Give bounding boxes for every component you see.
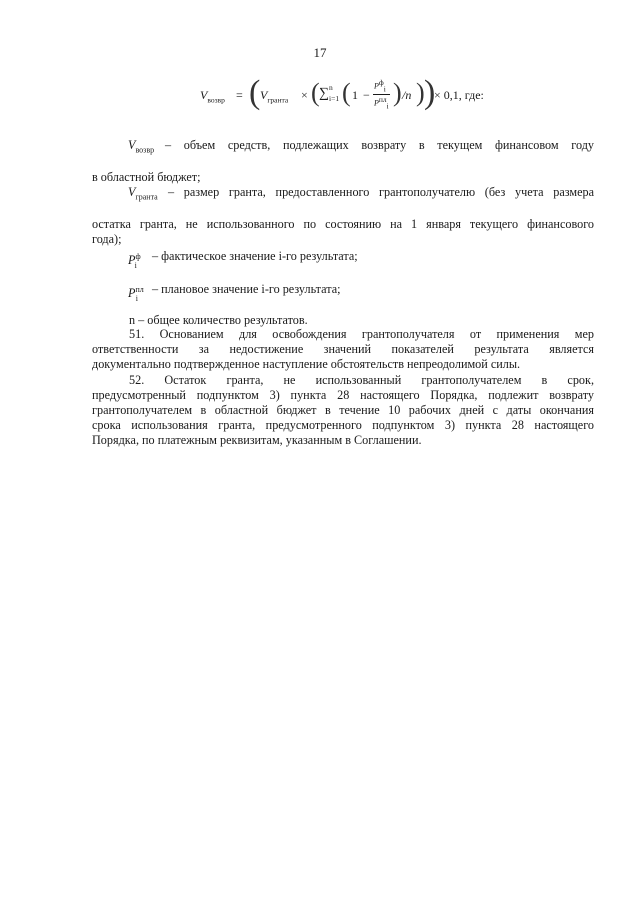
formula-close-paren-mid: ) [416,78,425,107]
formula-p-plan [374,95,389,110]
def-v-grant-line3: года); [92,232,122,246]
def-p-plan-letter: P [128,286,136,301]
def-p-plan-text: – плановое значение i-го результата; [152,282,341,296]
formula-sum: ∑ [319,86,329,101]
formula-sum-lower: i=1 [329,94,340,103]
formula-open-paren-inner: ( [342,78,351,107]
def-v-grant-line2: остатка гранта, не использованного по состоянию на 1 января текущего финансового [92,217,594,231]
formula-p-plan-sub: i [386,101,389,111]
paragraph-51-line2: ответственности за недостижение значений показателей результата является [92,342,594,356]
formula-p-fact-sub: i [383,84,386,94]
formula-lhs-sub: возвр [207,95,225,105]
paragraph-52-line5: Порядка, по платежным реквизитам, указанным в Соглашении. [92,433,422,447]
formula-tail: × 0,1, где: [434,88,484,102]
def-v-return-line1: – объем средств, подлежащих возврату в текущем финансовом году [165,138,594,152]
formula-open-paren-outer: ( [249,74,261,111]
paragraph-51-line3: документально подтвержденное наступление обстоятельств непреодолимой силы. [92,357,521,371]
paragraph-52-line1: 52. Остаток гранта, не использованный грантополучателем в срок, [129,373,594,387]
return-formula [200,76,500,116]
formula-lhs-symbol: V [200,88,208,102]
def-n-text: n – общее количество результатов. [129,313,308,327]
formula-v-grant-sub: гранта [267,95,289,105]
formula-times: × [301,88,308,102]
def-v-return-letter: V [128,138,136,152]
def-v-return-sub: возвр [135,145,155,155]
formula-one: 1 [352,88,358,102]
def-p-fact-text: – фактическое значение i-го результата; [152,249,358,263]
formula-p-fact [374,78,386,93]
formula-close-paren-inner: ) [393,78,402,107]
def-v-grant-sub: гранта [135,192,158,202]
formula-open-paren-mid: ( [311,78,320,107]
paragraph-52-line3: грантополучателем в областной бюджет в течение 10 рабочих дней с даты окончания [92,403,594,417]
formula-p-plan-symbol: P [374,98,379,108]
paragraph-52-line2: предусмотренный подпунктом 3) пункта 28 настоящего Порядка, подлежит возврату [92,388,594,402]
formula-p-plan-sup: пл [378,95,387,104]
formula-p-fact-symbol: P [374,81,379,91]
def-v-grant-line1: – размер гранта, предоставленного грантополучателю (без учета размера [168,185,594,199]
formula-lhs [200,88,225,104]
paragraph-51-line1: 51. Основанием для освобождения грантополучателя от применения мер [129,327,594,341]
def-v-grant-letter: V [128,185,136,199]
def-v-return-line2: в областной бюджет; [92,170,201,184]
formula-v-grant-symbol: V [260,88,268,102]
formula-close-paren-outer: ) [424,74,436,111]
formula-sum-upper: n [329,83,333,92]
formula-equals: = [236,88,243,102]
def-p-plan-symbol [128,282,144,306]
formula-p-fact-sup: ф [378,78,384,87]
def-p-fact-sub: i [134,260,137,270]
paragraph-52-line4: срока использования гранта, предусмотренного подпунктом 3) пункта 28 настоящего [92,418,594,432]
def-p-plan-sup: пл [135,285,144,294]
def-p-plan-sub: i [135,293,138,303]
def-v-grant-symbol [128,185,158,204]
def-v-return-symbol [128,138,154,157]
formula-div-n: /n [402,88,412,102]
def-p-fact-symbol [128,249,141,273]
formula-v-grant [260,88,288,104]
def-p-fact-sup: ф [135,252,141,261]
page-number: 17 [313,45,327,60]
def-p-fact-letter: P [128,253,136,268]
formula-minus: − [363,88,370,102]
